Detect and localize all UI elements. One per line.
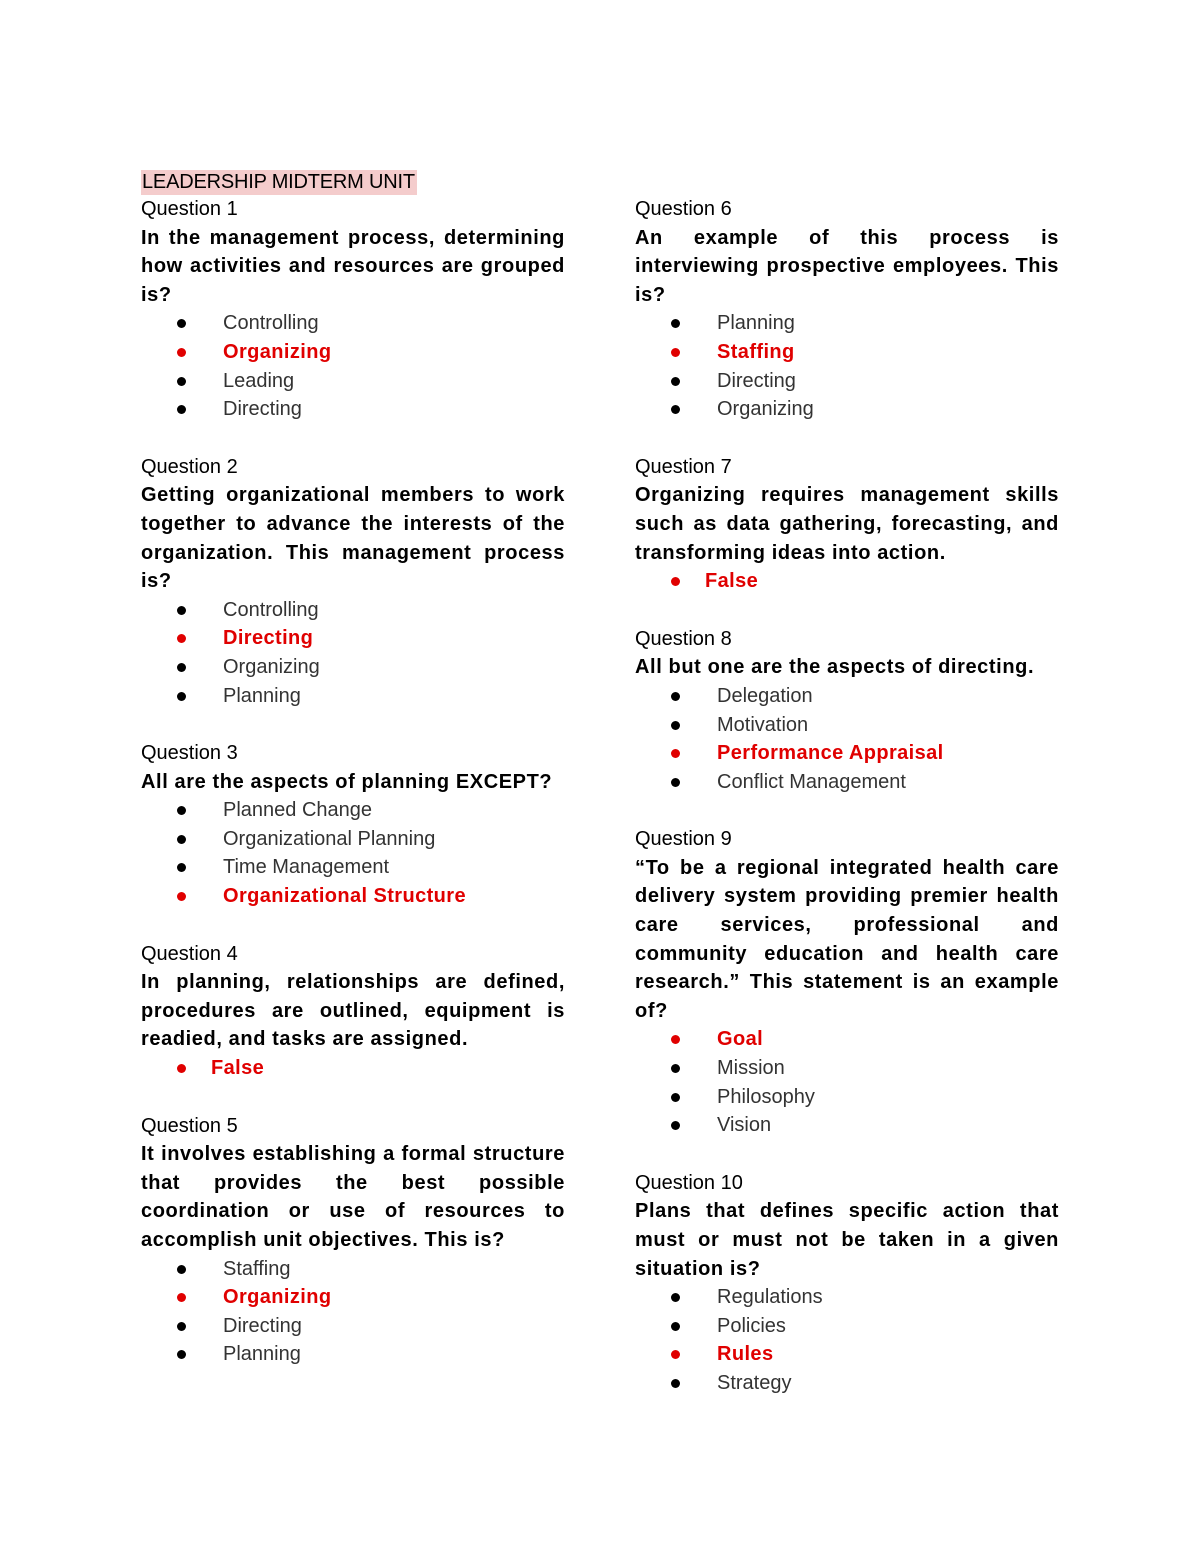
answer-option-label: Delegation bbox=[717, 684, 813, 707]
document-title: LEADERSHIP MIDTERM UNIT bbox=[142, 171, 415, 193]
answer-options bbox=[141, 596, 565, 710]
question-text: All but one are the aspects of directing. bbox=[635, 656, 1035, 679]
answer-option-label: Planned Change bbox=[223, 799, 373, 822]
question-title: Question 3 bbox=[141, 742, 238, 765]
bullet-icon bbox=[177, 1064, 186, 1073]
bullet-icon bbox=[671, 377, 680, 386]
question-text: Plans that defines specific action that must or must not be taken in a given situation is? bbox=[635, 1200, 1059, 1280]
answer-option-correct bbox=[141, 882, 565, 911]
answer-options bbox=[635, 567, 1059, 596]
question-text: An example of this process is interviewing prospective employees. This is? bbox=[635, 226, 1059, 306]
answer-options bbox=[141, 1054, 565, 1083]
bullet-icon bbox=[671, 749, 680, 758]
answer-option bbox=[635, 1054, 1059, 1083]
answer-option bbox=[141, 653, 565, 682]
answer-option bbox=[141, 309, 565, 338]
answer-option-label: Planning bbox=[717, 312, 795, 335]
bullet-icon bbox=[671, 1121, 680, 1130]
question-text: All are the aspects of planning EXCEPT? bbox=[141, 770, 553, 793]
answer-option-correct bbox=[635, 1025, 1059, 1054]
bullet-icon bbox=[671, 1293, 680, 1302]
answer-options bbox=[141, 796, 565, 910]
answer-option-correct bbox=[635, 1340, 1059, 1369]
answer-option bbox=[635, 768, 1059, 797]
answer-option bbox=[635, 1312, 1059, 1341]
right-column bbox=[635, 195, 1059, 1427]
bullet-icon bbox=[671, 778, 680, 787]
bullet-icon bbox=[671, 1064, 680, 1073]
answer-option bbox=[141, 825, 565, 854]
answer-option-label: Regulations bbox=[717, 1286, 823, 1309]
answer-option bbox=[635, 1369, 1059, 1398]
answer-option-correct bbox=[141, 1054, 565, 1083]
bullet-icon bbox=[177, 1293, 186, 1302]
answer-option bbox=[141, 395, 565, 424]
question-block bbox=[635, 453, 1059, 596]
answer-option bbox=[635, 1083, 1059, 1112]
bullet-icon bbox=[177, 1265, 186, 1274]
answer-option-label: Strategy bbox=[717, 1371, 792, 1394]
question-block bbox=[635, 625, 1059, 797]
answer-option-label: Organizing bbox=[223, 340, 332, 363]
question-text: In the management process, determining how activities and resources are grouped is? bbox=[141, 226, 565, 306]
bullet-icon bbox=[177, 835, 186, 844]
answer-option bbox=[635, 395, 1059, 424]
answer-option bbox=[141, 853, 565, 882]
bullet-icon bbox=[671, 1322, 680, 1331]
question-block bbox=[141, 739, 565, 911]
bullet-icon bbox=[671, 405, 680, 414]
answer-option-label: Staffing bbox=[717, 340, 795, 363]
question-title: Question 5 bbox=[141, 1114, 238, 1137]
answer-option bbox=[141, 1312, 565, 1341]
answer-option bbox=[635, 309, 1059, 338]
answer-option-label: Motivation bbox=[717, 713, 809, 736]
bullet-icon bbox=[671, 1379, 680, 1388]
question-block bbox=[141, 453, 565, 710]
answer-option-label: Directing bbox=[223, 627, 314, 650]
answer-option bbox=[141, 1340, 565, 1369]
bullet-icon bbox=[177, 319, 186, 328]
answer-option bbox=[141, 596, 565, 625]
answer-option-label: Goal bbox=[717, 1028, 764, 1051]
question-block bbox=[141, 1112, 565, 1369]
answer-option-label: False bbox=[705, 570, 759, 593]
question-text: In planning, relationships are defined, procedures are outlined, equipment is readied, and tasks are assigned. bbox=[141, 971, 565, 1051]
question-text: Organizing requires management skills such as data gathering, forecasting, and transforming ideas into action. bbox=[635, 484, 1059, 564]
answer-option bbox=[635, 1283, 1059, 1312]
bullet-icon bbox=[671, 1035, 680, 1044]
question-text: “To be a regional integrated health care delivery system providing premier health care services, professional and community education and health care research.” This statement is an example of? bbox=[635, 856, 1059, 1022]
bullet-icon bbox=[177, 692, 186, 701]
answer-option-label: Time Management bbox=[223, 856, 389, 879]
answer-option bbox=[635, 367, 1059, 396]
answer-option-correct bbox=[635, 567, 1059, 596]
answer-options bbox=[635, 1025, 1059, 1139]
bullet-icon bbox=[671, 721, 680, 730]
answer-option-correct bbox=[635, 338, 1059, 367]
answer-option-label: Policies bbox=[717, 1314, 786, 1337]
question-title: Question 1 bbox=[141, 198, 238, 220]
answer-option-label: Leading bbox=[223, 369, 295, 392]
question-block bbox=[141, 940, 565, 1083]
left-column bbox=[141, 170, 565, 1398]
answer-options bbox=[635, 309, 1059, 423]
answer-option-correct bbox=[141, 338, 565, 367]
answer-option-correct bbox=[141, 624, 565, 653]
bullet-icon bbox=[671, 348, 680, 357]
answer-option-label: Planning bbox=[223, 1343, 301, 1366]
answer-option-label: Directing bbox=[223, 1314, 302, 1337]
answer-options bbox=[635, 682, 1059, 796]
question-title: Question 4 bbox=[141, 942, 238, 965]
answer-option-correct bbox=[141, 1283, 565, 1312]
question-block bbox=[635, 195, 1059, 424]
bullet-icon bbox=[177, 663, 186, 672]
answer-option-label: Rules bbox=[717, 1343, 774, 1366]
answer-option-label: Controlling bbox=[223, 312, 319, 335]
bullet-icon bbox=[177, 634, 186, 643]
question-block bbox=[141, 195, 565, 424]
bullet-icon bbox=[177, 892, 186, 901]
bullet-icon bbox=[177, 1350, 186, 1359]
question-text: Getting organizational members to work together to advance the interests of the organization. This management process is? bbox=[141, 484, 565, 593]
answer-option-label: Performance Appraisal bbox=[717, 742, 944, 765]
answer-options bbox=[635, 1283, 1059, 1397]
bullet-icon bbox=[671, 1350, 680, 1359]
question-block bbox=[635, 1169, 1059, 1398]
bullet-icon bbox=[177, 348, 186, 357]
answer-option-label: Mission bbox=[717, 1057, 785, 1080]
bullet-icon bbox=[671, 1093, 680, 1102]
answer-option bbox=[635, 1111, 1059, 1140]
bullet-icon bbox=[671, 577, 680, 586]
answer-option bbox=[141, 796, 565, 825]
answer-option bbox=[141, 367, 565, 396]
question-title: Question 9 bbox=[635, 828, 732, 851]
answer-option-label: Organizational Structure bbox=[223, 885, 466, 908]
answer-option-label: Organizing bbox=[223, 655, 320, 678]
answer-option bbox=[141, 1255, 565, 1284]
question-text: It involves establishing a formal structure that provides the best possible coordination or use of resources to accomplish unit objectives. This is? bbox=[141, 1143, 565, 1251]
question-title: Question 2 bbox=[141, 455, 238, 478]
answer-option-label: Organizational Planning bbox=[223, 827, 436, 850]
question-block bbox=[635, 825, 1059, 1140]
answer-option-label: Organizing bbox=[223, 1286, 332, 1309]
answer-option-label: Directing bbox=[717, 369, 796, 392]
bullet-icon bbox=[177, 405, 186, 414]
bullet-icon bbox=[177, 377, 186, 386]
bullet-icon bbox=[177, 863, 186, 872]
bullet-icon bbox=[177, 806, 186, 815]
question-title: Question 10 bbox=[635, 1171, 743, 1194]
answer-option bbox=[635, 682, 1059, 711]
answer-option bbox=[635, 711, 1059, 740]
question-title: Question 8 bbox=[635, 627, 732, 650]
bullet-icon bbox=[177, 1322, 186, 1331]
answer-options bbox=[141, 309, 565, 423]
answer-option-label: Philosophy bbox=[717, 1085, 815, 1108]
answer-options bbox=[141, 1255, 565, 1369]
answer-option-label: Organizing bbox=[717, 398, 814, 421]
answer-option-label: Conflict Management bbox=[717, 770, 906, 793]
answer-option-label: Controlling bbox=[223, 598, 319, 621]
answer-option-label: False bbox=[211, 1057, 265, 1080]
answer-option-label: Staffing bbox=[223, 1257, 291, 1280]
question-title: Question 6 bbox=[635, 198, 732, 220]
question-title: Question 7 bbox=[635, 455, 732, 478]
bullet-icon bbox=[671, 319, 680, 328]
answer-option bbox=[141, 682, 565, 711]
answer-option-label: Planning bbox=[223, 684, 301, 707]
bullet-icon bbox=[671, 692, 680, 701]
answer-option-label: Directing bbox=[223, 398, 302, 421]
answer-option-label: Vision bbox=[717, 1114, 772, 1137]
answer-option-correct bbox=[635, 739, 1059, 768]
bullet-icon bbox=[177, 606, 186, 615]
